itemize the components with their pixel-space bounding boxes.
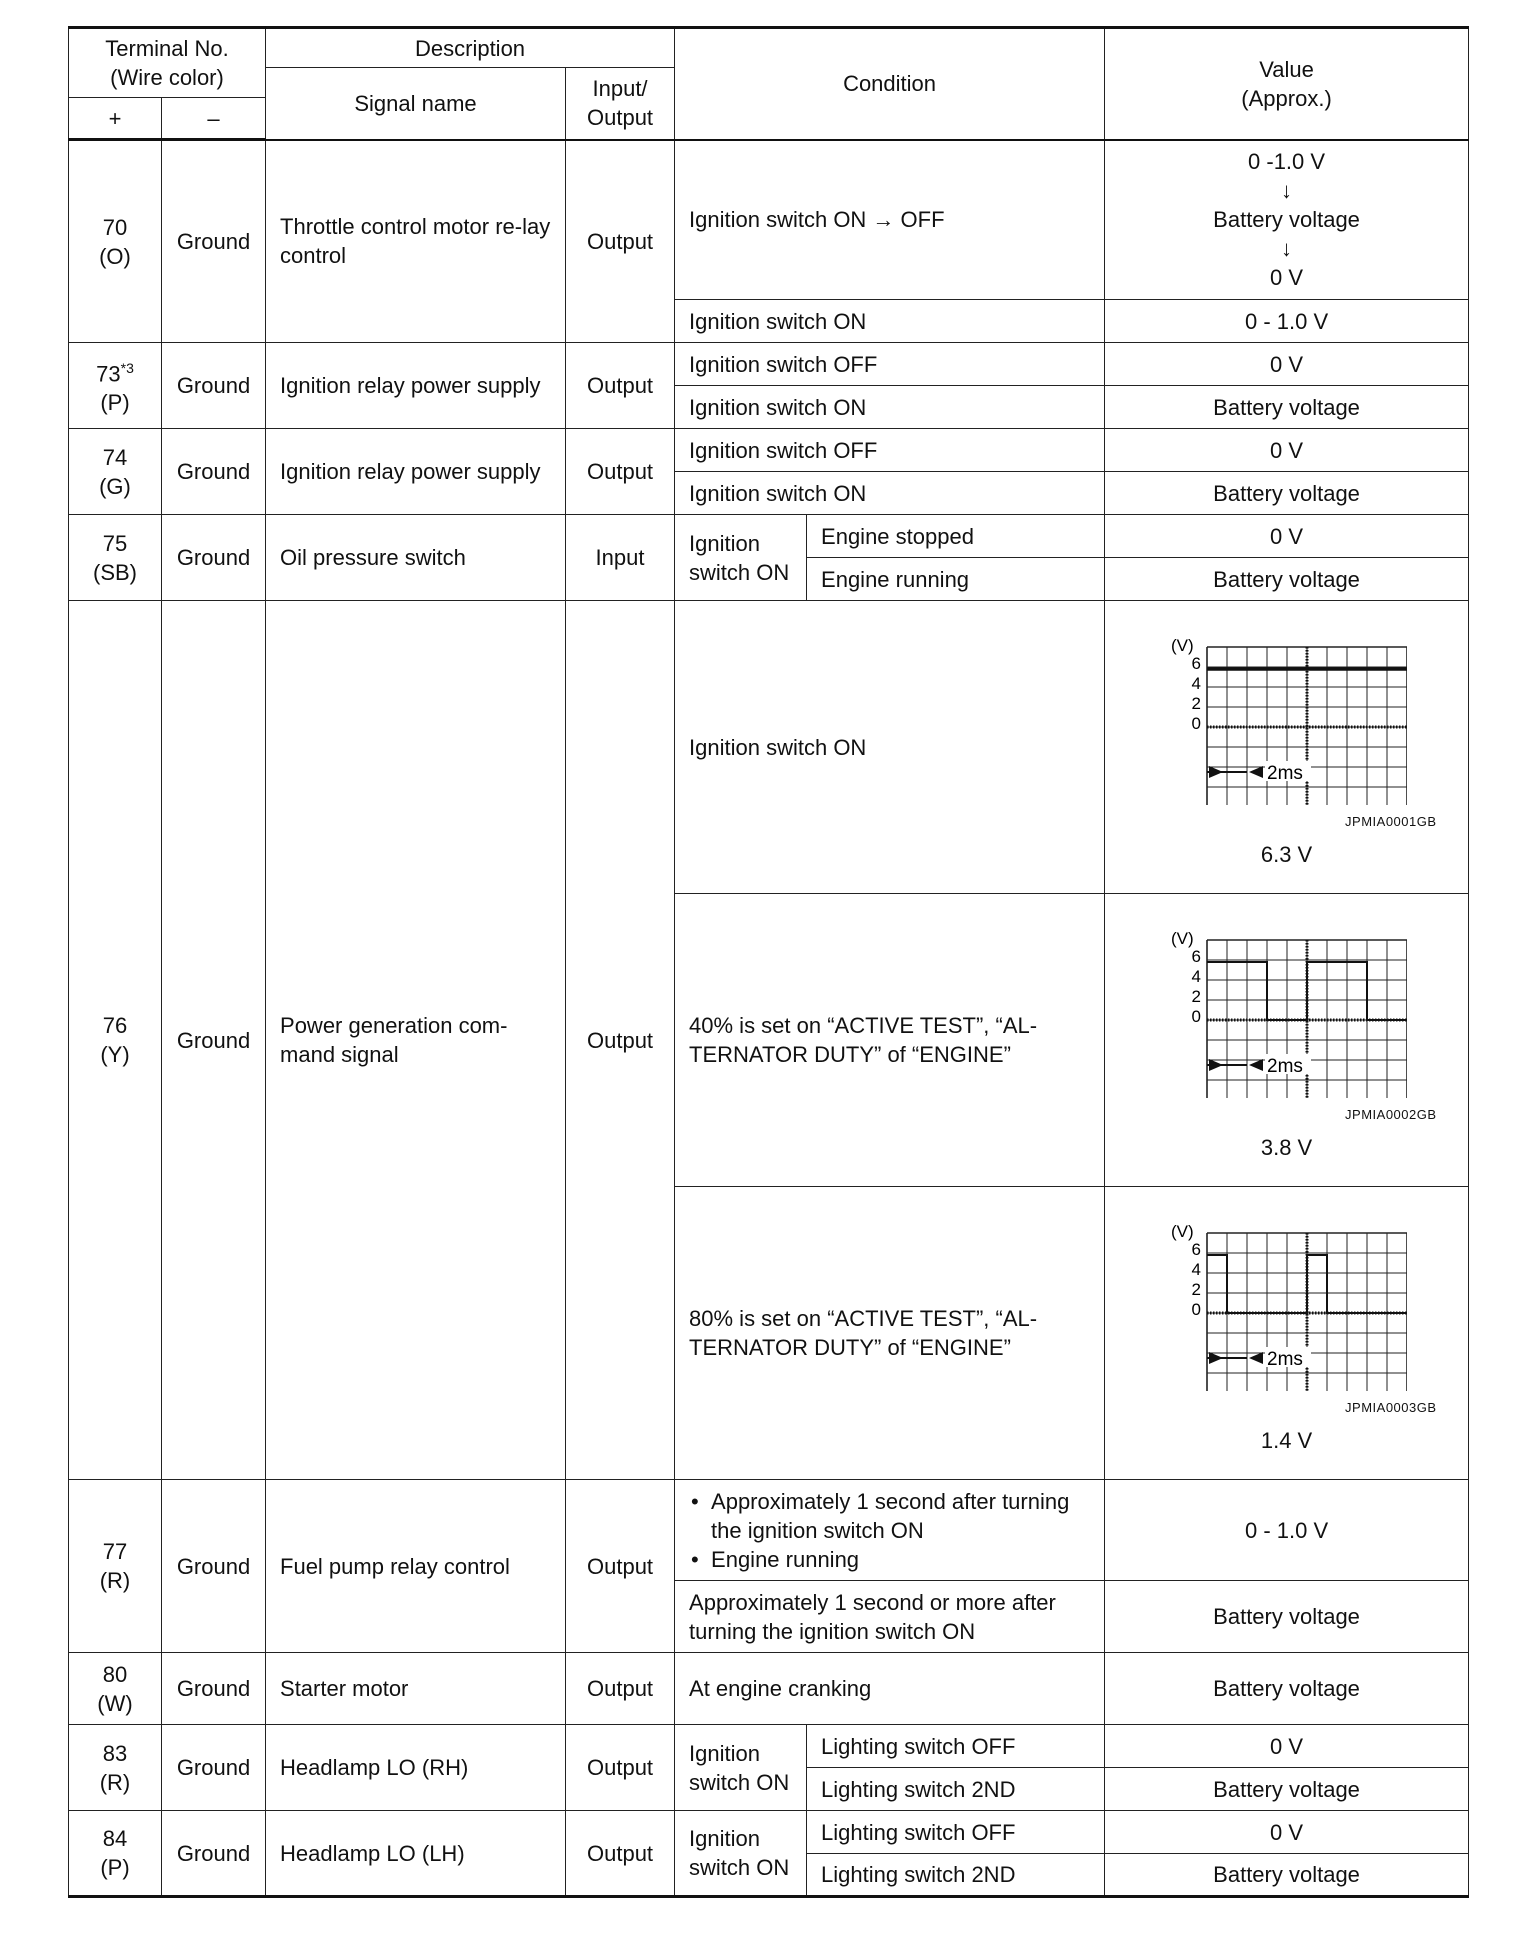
y-unit-label: (V)	[1170, 1222, 1194, 1241]
terminal-number-cell: 83 (R)	[69, 1725, 162, 1811]
condition-cell: 40% is set on “ACTIVE TEST”, “AL-TERNATOR DUTY” of “ENGINE”	[675, 894, 1105, 1187]
ground-cell: Ground	[162, 1725, 266, 1811]
y-tick-label: 4	[1191, 967, 1201, 986]
table-row	[69, 601, 1469, 894]
condition-group-cell: Ignition switch ON	[675, 1725, 807, 1811]
y-tick-label: 6	[1191, 654, 1201, 673]
condition-cell: Ignition switch ON	[675, 601, 1105, 894]
io-cell: Output	[566, 1480, 675, 1653]
ground-cell: Ground	[162, 1811, 266, 1897]
terminal-number-cell: 75 (SB)	[69, 515, 162, 601]
header-plus: +	[69, 98, 162, 140]
table-row	[69, 429, 1469, 472]
time-label: 2ms	[1266, 763, 1303, 784]
table-row	[69, 515, 1469, 558]
signal-name-cell: Oil pressure switch	[266, 515, 566, 601]
header-description: Description	[266, 28, 675, 68]
waveform-value: 6.3 V	[1260, 842, 1313, 867]
value-cell: 0 V	[1105, 1725, 1469, 1768]
terminal-number-cell: 77 (R)	[69, 1480, 162, 1653]
value-cell: Battery voltage	[1105, 1581, 1469, 1653]
waveform-oscilloscope-3	[1167, 1211, 1407, 1391]
value-cell: 0 V	[1105, 429, 1469, 472]
signal-name-cell: Ignition relay power supply	[266, 343, 566, 429]
terminal-number-cell: 80 (W)	[69, 1653, 162, 1725]
figure-code: JPMIA0002GB	[1345, 1107, 1437, 1122]
signal-name-cell: Starter motor	[266, 1653, 566, 1725]
header-minus: –	[162, 98, 266, 140]
io-cell: Output	[566, 429, 675, 515]
y-tick-label: 4	[1191, 1260, 1201, 1279]
table-row	[69, 343, 1469, 386]
io-cell: Output	[566, 140, 675, 343]
io-cell: Output	[566, 1653, 675, 1725]
y-tick-label: 2	[1191, 1280, 1201, 1299]
signal-name-cell: Power generation com-mand signal	[266, 601, 566, 1480]
value-cell	[1105, 601, 1469, 894]
header-input-output: Input/ Output	[566, 68, 675, 140]
signal-name-cell: Fuel pump relay control	[266, 1480, 566, 1653]
condition-cell: Lighting switch 2ND	[807, 1854, 1105, 1897]
condition-group-cell: Ignition switch ON	[675, 515, 807, 601]
signal-trace	[1207, 962, 1407, 1020]
condition-cell: Engine running	[807, 558, 1105, 601]
ground-cell: Ground	[162, 343, 266, 429]
ground-cell: Ground	[162, 601, 266, 1480]
waveform-oscilloscope-1	[1167, 625, 1407, 805]
y-tick-label: 4	[1191, 674, 1201, 693]
value-cell: 0 - 1.0 V	[1105, 1480, 1469, 1581]
condition-group-cell: Ignition switch ON	[675, 1811, 807, 1897]
condition-cell: Ignition switch ON	[675, 386, 1105, 429]
signal-name-cell: Headlamp LO (RH)	[266, 1725, 566, 1811]
value-cell: 0 V	[1105, 343, 1469, 386]
value-cell	[1105, 894, 1469, 1187]
signal-name-cell: Throttle control motor re-lay control	[266, 140, 566, 343]
header-signal-name: Signal name	[266, 68, 566, 140]
table-row	[69, 1811, 1469, 1854]
value-cell: Battery voltage	[1105, 1653, 1469, 1725]
ground-cell: Ground	[162, 515, 266, 601]
condition-cell: Ignition switch OFF	[675, 343, 1105, 386]
condition-cell: At engine cranking	[675, 1653, 1105, 1725]
value-cell: Battery voltage	[1105, 386, 1469, 429]
table-row	[69, 140, 1469, 300]
time-arrow-right	[1249, 1352, 1263, 1364]
y-unit-label: (V)	[1170, 636, 1194, 655]
condition-cell: Engine stopped	[807, 515, 1105, 558]
signal-trace	[1207, 1255, 1407, 1313]
value-cell: Battery voltage	[1105, 1768, 1469, 1811]
y-tick-label: 2	[1191, 694, 1201, 713]
ground-cell: Ground	[162, 1480, 266, 1653]
terminal-number-cell: 74 (G)	[69, 429, 162, 515]
bullet-item: • Approximately 1 second after turning the ignition switch ON	[689, 1487, 1090, 1545]
terminal-number-cell: 76 (Y)	[69, 601, 162, 1480]
terminal-number-cell: 84 (P)	[69, 1811, 162, 1897]
waveform-oscilloscope-2	[1167, 918, 1407, 1098]
table-row	[69, 1725, 1469, 1768]
terminal-spec-table	[68, 26, 1469, 1898]
io-cell: Output	[566, 601, 675, 1480]
figure-code: JPMIA0001GB	[1345, 814, 1437, 829]
header-terminal-no: Terminal No. (Wire color)	[69, 28, 266, 98]
condition-cell: Ignition switch ON	[675, 300, 1105, 343]
y-tick-label: 0	[1191, 714, 1201, 733]
y-tick-label: 6	[1191, 1240, 1201, 1259]
value-cell	[1105, 1187, 1469, 1480]
y-unit-label: (V)	[1170, 929, 1194, 948]
header-value: Value (Approx.)	[1105, 28, 1469, 140]
value-cell: 0 V	[1105, 1811, 1469, 1854]
condition-cell: Ignition switch ON → OFF	[675, 140, 1105, 300]
io-cell: Output	[566, 1811, 675, 1897]
value-cell: 0 V	[1105, 515, 1469, 558]
condition-cell: Ignition switch ON	[675, 472, 1105, 515]
value-cell: 0 - 1.0 V	[1105, 300, 1469, 343]
io-cell: Output	[566, 343, 675, 429]
figure-code: JPMIA0003GB	[1345, 1400, 1437, 1415]
waveform-value: 3.8 V	[1260, 1135, 1313, 1160]
value-cell: Battery voltage	[1105, 558, 1469, 601]
value-cell: Battery voltage	[1105, 1854, 1469, 1897]
terminal-number-cell: 73$^{*3}$ (P)	[69, 343, 162, 429]
value-cell: Battery voltage	[1105, 472, 1469, 515]
condition-cell: Ignition switch OFF	[675, 429, 1105, 472]
io-cell: Output	[566, 1725, 675, 1811]
table-row	[69, 1653, 1469, 1725]
signal-name-cell: Ignition relay power supply	[266, 429, 566, 515]
y-tick-label: 0	[1191, 1007, 1201, 1026]
io-cell: Input	[566, 515, 675, 601]
time-arrow-right	[1249, 766, 1263, 778]
table-row	[69, 1480, 1469, 1581]
time-label: 2ms	[1266, 1056, 1303, 1077]
condition-cell: Lighting switch OFF	[807, 1811, 1105, 1854]
terminal-number-cell: 70 (O)	[69, 140, 162, 343]
waveform-value: 1.4 V	[1260, 1428, 1313, 1453]
condition-cell	[675, 1480, 1105, 1581]
header-condition: Condition	[675, 28, 1105, 140]
condition-cell: Lighting switch 2ND	[807, 1768, 1105, 1811]
y-tick-label: 6	[1191, 947, 1201, 966]
ground-cell: Ground	[162, 140, 266, 343]
time-label: 2ms	[1266, 1349, 1303, 1370]
condition-cell: 80% is set on “ACTIVE TEST”, “AL-TERNATOR DUTY” of “ENGINE”	[675, 1187, 1105, 1480]
condition-cell: Lighting switch OFF	[807, 1725, 1105, 1768]
ground-cell: Ground	[162, 1653, 266, 1725]
bullet-item: • Engine running	[689, 1545, 1090, 1574]
time-arrow-right	[1249, 1059, 1263, 1071]
signal-name-cell: Headlamp LO (LH)	[266, 1811, 566, 1897]
ground-cell: Ground	[162, 429, 266, 515]
value-cell: 0 -1.0 V ↓ Battery voltage ↓ 0 V	[1105, 140, 1469, 300]
y-tick-label: 2	[1191, 987, 1201, 1006]
condition-cell: Approximately 1 second or more after turning the ignition switch ON	[675, 1581, 1105, 1653]
y-tick-label: 0	[1191, 1300, 1201, 1319]
